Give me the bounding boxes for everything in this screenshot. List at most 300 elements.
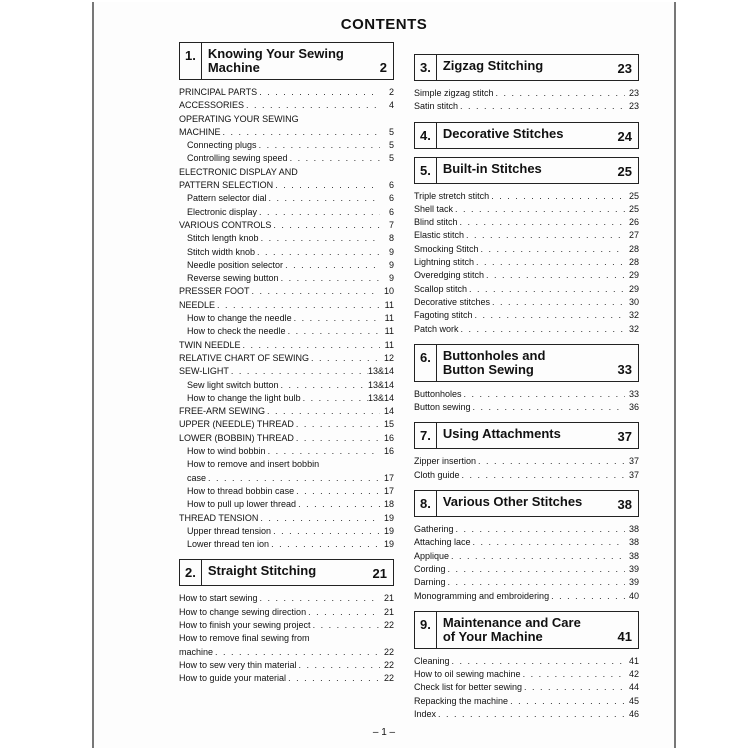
- dot-leader: [273, 179, 380, 192]
- toc-entry: [414, 590, 639, 603]
- section-page: 33: [617, 361, 632, 377]
- toc-entry: [179, 418, 394, 431]
- entry-label: Cleaning: [414, 655, 450, 666]
- toc-entry: [414, 576, 639, 589]
- section-page: 21: [372, 566, 387, 582]
- dot-leader: [250, 285, 380, 298]
- section-title: Using Attachments: [442, 426, 561, 442]
- entry-page: 44: [628, 682, 639, 693]
- dot-leader: [292, 312, 380, 325]
- entry-page: 22: [383, 619, 394, 630]
- entry-page: 10: [383, 286, 394, 297]
- dot-leader: [215, 299, 380, 312]
- entry-label: How to guide your material: [179, 673, 287, 684]
- section-heading: [414, 611, 639, 649]
- entry-label: Satin stitch: [414, 101, 459, 112]
- dot-leader: [473, 309, 625, 322]
- entry-label: Decorative stitches: [414, 296, 491, 307]
- entry-label: case: [187, 472, 207, 483]
- toc-entry: [179, 299, 394, 312]
- entry-label: Simple zigzag stitch: [414, 88, 494, 98]
- dot-leader: [294, 418, 380, 431]
- toc-entry: [414, 243, 639, 256]
- entry-label: Upper thread tension: [187, 525, 272, 536]
- toc-entry: [414, 708, 639, 721]
- entry-label: Cording: [414, 563, 446, 574]
- toc-entry: [414, 550, 639, 563]
- toc-entry: [414, 388, 639, 401]
- section-title: Built-in Stitches: [442, 160, 542, 176]
- dot-leader: [221, 126, 380, 139]
- dot-leader: [267, 192, 380, 205]
- section-heading: [414, 422, 639, 449]
- entry-page: 19: [383, 512, 394, 523]
- dot-leader: [206, 472, 380, 485]
- entry-label: Controlling sewing speed: [187, 153, 288, 164]
- entry-page: 29: [628, 270, 639, 281]
- entry-page: 9: [388, 259, 394, 270]
- toc-entry: [179, 325, 394, 338]
- entry-label: How to finish your sewing project: [179, 619, 311, 630]
- entry-page: 29: [628, 283, 639, 294]
- toc-entry: [179, 379, 394, 392]
- entry-page: 13&14: [367, 366, 394, 377]
- toc-entry: [179, 259, 394, 272]
- entry-label: Button sewing: [414, 402, 471, 413]
- dot-leader: [454, 523, 625, 536]
- section-number: 5.: [415, 158, 437, 183]
- entry-page: 28: [628, 257, 639, 268]
- toc-entry: [179, 405, 394, 418]
- dot-leader: [294, 432, 380, 445]
- toc-entry: [179, 139, 394, 152]
- entry-label: THREAD TENSION: [179, 512, 259, 523]
- entry-page: 38: [628, 550, 639, 561]
- entry-label: How to change the light bulb: [187, 392, 301, 403]
- entry-label: RELATIVE CHART OF SEWING: [179, 352, 310, 363]
- dot-leader: [271, 525, 380, 538]
- toc-entry: [179, 272, 394, 285]
- entry-list: [414, 87, 639, 114]
- dot-leader: [257, 86, 380, 99]
- entry-page: 2: [388, 87, 394, 97]
- section-page: 25: [617, 163, 632, 179]
- dot-leader: [257, 139, 380, 152]
- toc-entry: [414, 203, 639, 216]
- toc-entry: [414, 190, 639, 203]
- entry-page: 26: [628, 217, 639, 228]
- entry-page: 22: [383, 646, 394, 657]
- dot-leader: [464, 229, 625, 242]
- entry-label: How to remove and insert bobbin: [187, 459, 320, 470]
- dot-leader: [309, 352, 380, 365]
- toc-entry: [179, 458, 394, 471]
- dot-leader: [489, 190, 625, 203]
- section-title: Zigzag Stitching: [442, 58, 544, 73]
- entry-label: Check list for better sewing: [414, 682, 523, 693]
- entry-page: 11: [384, 326, 394, 337]
- entry-page: 16: [383, 432, 394, 443]
- entry-page: 41: [628, 655, 639, 666]
- toc-entry: [179, 606, 394, 619]
- toc-entry: [179, 179, 394, 192]
- dot-leader: [521, 668, 625, 681]
- dot-leader: [458, 100, 625, 113]
- entry-page: 18: [383, 499, 394, 510]
- toc-entry: [179, 538, 394, 551]
- entry-page: 37: [628, 456, 639, 467]
- entry-page: 12: [383, 352, 394, 363]
- left-column: [179, 42, 394, 693]
- dot-leader: [460, 469, 625, 482]
- toc-entry: [414, 655, 639, 668]
- toc-entry: [414, 523, 639, 536]
- toc-section: [414, 54, 639, 114]
- dot-leader: [258, 592, 380, 605]
- entry-page: 28: [628, 243, 639, 254]
- entry-page: 6: [388, 180, 394, 191]
- section-number: 9.: [415, 612, 437, 648]
- entry-label: Sew light switch button: [187, 379, 279, 390]
- toc-entry: [179, 525, 394, 538]
- entry-page: 40: [628, 590, 639, 601]
- dot-leader: [449, 550, 625, 563]
- dot-leader: [522, 681, 625, 694]
- section-page: 38: [617, 497, 632, 513]
- toc-entry: [414, 87, 639, 100]
- toc-entry: [179, 632, 394, 645]
- section-title: Various Other Stitches: [442, 494, 583, 510]
- entry-label: Applique: [414, 550, 450, 561]
- dot-leader: [508, 695, 625, 708]
- section-heading: [414, 54, 639, 81]
- toc-entry: [414, 229, 639, 242]
- toc-section: [414, 490, 639, 603]
- section-number: 3.: [415, 55, 437, 80]
- section-heading: [179, 559, 394, 586]
- entry-label: How to change the needle: [187, 313, 292, 324]
- dot-leader: [436, 708, 625, 721]
- entry-label: Gathering: [414, 524, 454, 535]
- toc-entry: [179, 246, 394, 259]
- section-heading: [179, 42, 394, 80]
- toc-entry: [179, 232, 394, 245]
- entry-page: 21: [383, 593, 394, 604]
- page-title: CONTENTS: [340, 16, 428, 33]
- dot-leader: [490, 296, 625, 309]
- entry-label: Repacking the machine: [414, 695, 509, 706]
- toc-entry: [414, 323, 639, 336]
- entry-label: PRINCIPAL PARTS: [179, 87, 258, 97]
- toc-entry: [414, 401, 639, 414]
- toc-entry: [179, 619, 394, 632]
- section-title: Maintenance and Care of Your Machine: [442, 614, 581, 644]
- entry-label: LOWER (BOBBIN) THREAD: [179, 432, 294, 443]
- dot-leader: [258, 512, 380, 525]
- toc-entry: [179, 445, 394, 458]
- entry-label: Blind stitch: [414, 217, 458, 228]
- entry-page: 38: [628, 537, 639, 548]
- dot-leader: [453, 203, 625, 216]
- toc-entry: [179, 365, 394, 378]
- entry-page: 30: [628, 296, 639, 307]
- entry-label: Connecting plugs: [187, 140, 257, 151]
- dot-leader: [255, 246, 380, 259]
- entry-page: 5: [388, 126, 394, 137]
- dot-leader: [301, 392, 368, 405]
- toc-entry: [179, 352, 394, 365]
- entry-label: NEEDLE: [179, 299, 216, 310]
- section-page: 24: [617, 128, 632, 144]
- dot-leader: [229, 365, 368, 378]
- section-number: 2.: [180, 560, 202, 585]
- page-number: – 1 –: [372, 727, 396, 738]
- entry-label: ELECTRONIC DISPLAY AND: [179, 166, 298, 177]
- entry-page: 37: [628, 469, 639, 480]
- toc-entry: [414, 695, 639, 708]
- toc-entry: [179, 392, 394, 405]
- entry-page: 45: [628, 695, 639, 706]
- dot-leader: [549, 590, 625, 603]
- dot-leader: [294, 485, 380, 498]
- section-heading: [414, 157, 639, 184]
- entry-label: Darning: [414, 577, 446, 588]
- dot-leader: [288, 152, 380, 165]
- section-title: Straight Stitching: [207, 563, 317, 579]
- right-column: [414, 54, 639, 729]
- entry-page: 25: [628, 203, 639, 214]
- entry-page: 32: [628, 323, 639, 334]
- entry-label: Triple stretch stitch: [414, 190, 490, 201]
- entry-page: 11: [384, 313, 394, 324]
- entry-label: FREE-ARM SEWING: [179, 406, 266, 417]
- dot-leader: [446, 563, 625, 576]
- section-heading: [414, 344, 639, 382]
- entry-page: 4: [388, 100, 394, 111]
- entry-label: Index: [414, 709, 437, 720]
- entry-label: Stitch length knob: [187, 233, 259, 244]
- toc-entry: [179, 192, 394, 205]
- entry-label: Lower thread ten ion: [187, 539, 270, 550]
- entry-page: 21: [383, 606, 394, 617]
- entry-page: 17: [383, 472, 394, 483]
- entry-label: How to sew very thin material: [179, 659, 297, 670]
- section-title: Decorative Stitches: [442, 125, 564, 141]
- section-heading: [414, 490, 639, 517]
- entry-page: 23: [628, 101, 639, 112]
- toc-entry: [179, 432, 394, 445]
- entry-label: How to wind bobbin: [187, 446, 266, 457]
- toc-entry: [179, 646, 394, 659]
- dot-leader: [306, 606, 380, 619]
- entry-label: Shell tack: [414, 203, 454, 214]
- entry-label: How to check the needle: [187, 326, 286, 337]
- toc-entry: [414, 455, 639, 468]
- toc-entry: [179, 472, 394, 485]
- toc-entry: [179, 659, 394, 672]
- entry-list: [414, 523, 639, 603]
- dot-leader: [213, 646, 380, 659]
- entry-page: 11: [384, 299, 394, 310]
- entry-page: 11: [384, 339, 394, 350]
- entry-label: Lightning stitch: [414, 257, 475, 268]
- toc-section: [414, 611, 639, 721]
- section-page: 41: [617, 628, 632, 644]
- toc-entry: [179, 219, 394, 232]
- toc-entry: [179, 592, 394, 605]
- entry-page: 46: [628, 709, 639, 720]
- toc-entry: [179, 206, 394, 219]
- toc-entry: [414, 536, 639, 549]
- entry-label: Reverse sewing button: [187, 273, 279, 284]
- entry-label: Overedging stitch: [414, 270, 485, 281]
- entry-list: [414, 190, 639, 336]
- dot-leader: [446, 576, 625, 589]
- entry-list: [414, 655, 639, 721]
- entry-page: 27: [628, 230, 639, 241]
- entry-page: 7: [388, 219, 394, 230]
- section-number: 4.: [415, 123, 437, 148]
- entry-page: 13&14: [367, 379, 394, 390]
- dot-leader: [450, 655, 625, 668]
- dot-leader: [471, 401, 625, 414]
- entry-page: 5: [388, 140, 394, 151]
- entry-page: 9: [388, 273, 394, 284]
- dot-leader: [467, 283, 625, 296]
- dot-leader: [266, 445, 380, 458]
- toc-entry: [179, 285, 394, 298]
- entry-label: SEW-LIGHT: [179, 366, 229, 377]
- toc-section: [414, 157, 639, 336]
- entry-page: 19: [383, 525, 394, 536]
- entry-label: How to change sewing direction: [179, 606, 307, 617]
- dot-leader: [286, 672, 380, 685]
- dot-leader: [479, 243, 625, 256]
- entry-page: 22: [383, 659, 394, 670]
- entry-page: 32: [628, 310, 639, 321]
- dot-leader: [279, 379, 368, 392]
- entry-label: VARIOUS CONTROLS: [179, 219, 272, 230]
- toc-entry: [414, 668, 639, 681]
- dot-leader: [257, 206, 380, 219]
- toc-section: [179, 42, 394, 551]
- dot-leader: [296, 498, 380, 511]
- toc-entry: [414, 100, 639, 113]
- entry-label: Stitch width knob: [187, 246, 256, 257]
- entry-page: 33: [628, 388, 639, 399]
- toc-entry: [414, 681, 639, 694]
- entry-page: 22: [383, 673, 394, 684]
- entry-list: [414, 388, 639, 415]
- dot-leader: [283, 259, 380, 272]
- dot-leader: [476, 455, 625, 468]
- entry-page: 16: [383, 446, 394, 457]
- entry-page: 42: [628, 669, 639, 680]
- dot-leader: [459, 323, 625, 336]
- entry-page: 9: [388, 246, 394, 257]
- dot-leader: [265, 405, 380, 418]
- entry-page: 5: [388, 153, 394, 164]
- entry-page: 14: [383, 406, 394, 417]
- entry-list: [414, 455, 639, 482]
- toc-section: [414, 422, 639, 482]
- toc-entry: [414, 563, 639, 576]
- section-page: 37: [617, 429, 632, 445]
- entry-label: How to pull up lower thread: [187, 499, 297, 510]
- section-number: 1.: [180, 43, 202, 79]
- entry-label: Cloth guide: [414, 469, 460, 480]
- entry-page: 13&14: [367, 392, 394, 403]
- toc-entry: [414, 469, 639, 482]
- toc-entry: [414, 283, 639, 296]
- dot-leader: [286, 325, 380, 338]
- entry-label: How to thread bobbin case: [187, 485, 295, 496]
- dot-leader: [474, 256, 625, 269]
- section-heading: [414, 122, 639, 149]
- entry-page: 19: [383, 539, 394, 550]
- toc-entry: [179, 498, 394, 511]
- entry-page: 8: [388, 233, 394, 244]
- toc-entry: [179, 512, 394, 525]
- entry-label: UPPER (NEEDLE) THREAD: [179, 419, 294, 430]
- dot-leader: [271, 219, 380, 232]
- entry-label: machine: [179, 646, 214, 657]
- dot-leader: [494, 87, 625, 100]
- dot-leader: [458, 216, 625, 229]
- document-page: [92, 2, 676, 748]
- toc-section: [414, 122, 639, 149]
- toc-entry: [179, 126, 394, 139]
- entry-label: Smocking Stitch: [414, 243, 479, 254]
- entry-label: How to start sewing: [179, 593, 258, 604]
- entry-page: 36: [628, 402, 639, 413]
- entry-page: 39: [628, 563, 639, 574]
- entry-label: Zipper insertion: [414, 456, 477, 467]
- section-number: 7.: [415, 423, 437, 448]
- entry-page: 25: [628, 190, 639, 201]
- dot-leader: [241, 339, 380, 352]
- toc-entry: [414, 309, 639, 322]
- dot-leader: [462, 388, 625, 401]
- entry-label: Pattern selector dial: [187, 193, 267, 204]
- entry-label: Elastic stitch: [414, 230, 465, 241]
- entry-list: [179, 592, 394, 685]
- dot-leader: [279, 272, 380, 285]
- toc-section: [414, 344, 639, 415]
- entry-label: Attaching lace: [414, 537, 471, 548]
- section-number: 6.: [415, 345, 437, 381]
- entry-page: 23: [628, 88, 639, 98]
- section-page: 23: [617, 61, 632, 76]
- dot-leader: [244, 99, 380, 112]
- toc-entry: [179, 672, 394, 685]
- entry-label: ACCESSORIES: [179, 100, 245, 111]
- entry-label: Buttonholes: [414, 388, 462, 399]
- entry-label: TWIN NEEDLE: [179, 339, 241, 350]
- toc-entry: [179, 86, 394, 99]
- section-page: 2: [379, 60, 387, 75]
- entry-page: 6: [388, 206, 394, 217]
- toc-entry: [414, 296, 639, 309]
- entry-label: Monogramming and embroidering: [414, 590, 550, 601]
- entry-page: 6: [388, 193, 394, 204]
- entry-label: PATTERN SELECTION: [179, 180, 274, 191]
- entry-page: 39: [628, 577, 639, 588]
- dot-leader: [311, 619, 380, 632]
- toc-entry: [179, 152, 394, 165]
- dot-leader: [259, 232, 380, 245]
- toc-entry: [179, 166, 394, 179]
